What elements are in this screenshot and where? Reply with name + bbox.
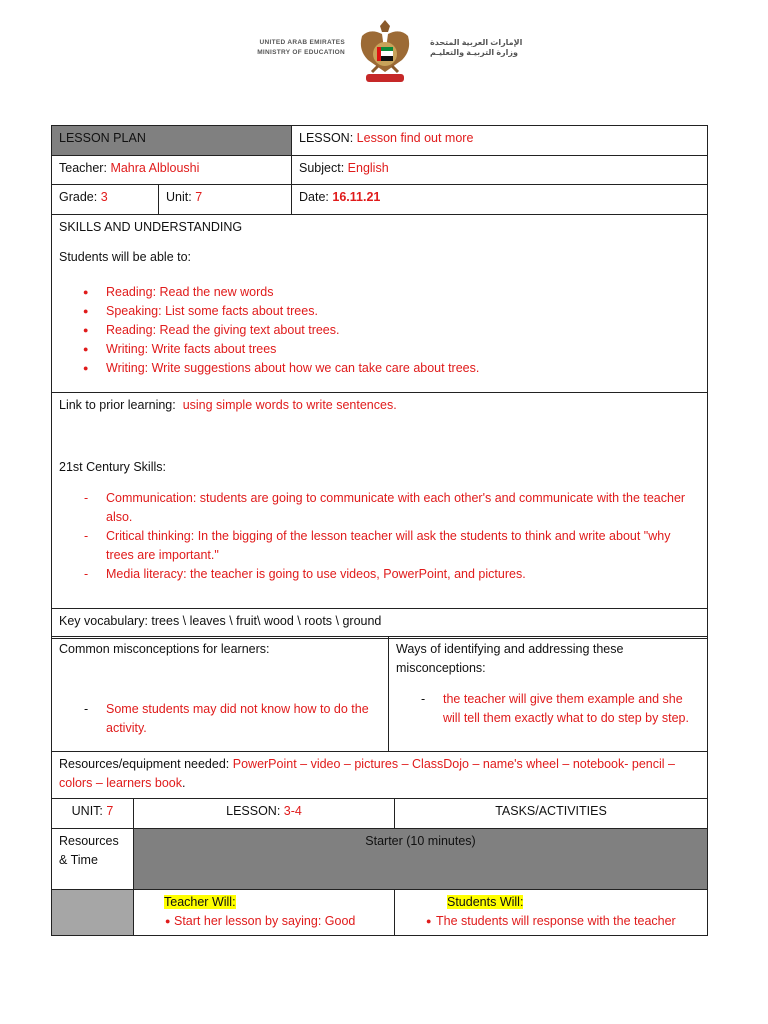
resources-cell: Resources/equipment needed: PowerPoint – video – pictures – ClassDojo – name's wheel – notebook- pencil – colors – learners book. <box>52 752 708 799</box>
teacher-will-heading: Teacher Will: <box>164 895 236 909</box>
list-item: - Critical thinking: In the bigging of the lesson teacher will ask the students to think and write about "why trees are important." <box>59 527 700 565</box>
tasks-header-cell: TASKS/ACTIVITIES <box>395 799 708 829</box>
skills-intro: Students will be able to: <box>59 250 192 264</box>
table-row <box>52 829 708 890</box>
activities-table <box>51 798 708 936</box>
misconceptions-right-cell <box>389 637 708 752</box>
org-name-arabic: الإمارات العربية المتحدة وزارة التربيـة والتعليـم <box>430 38 523 57</box>
table-row <box>52 799 708 829</box>
century-skills-list <box>59 489 700 584</box>
table-row <box>52 752 708 799</box>
misconceptions-left-cell <box>52 637 389 752</box>
unit-cell: Unit: 7 <box>159 185 292 215</box>
resources-time-cell: Resources & Time <box>52 829 134 890</box>
key-vocabulary-cell: Key vocabulary: trees \ leaves \ fruit\ wood \ roots \ ground <box>52 609 708 639</box>
list-item: - Media literacy: the teacher is going to use videos, PowerPoint, and pictures. <box>59 565 700 584</box>
list-item: - Communication: students are going to communicate with each other's and communicate with the teacher also. <box>59 489 700 527</box>
list-item: ● Reading: Read the new words <box>59 283 700 302</box>
skills-cell <box>52 215 708 393</box>
lesson-plan-table <box>51 125 708 639</box>
misconceptions-heading: Common misconceptions for learners: <box>59 642 270 656</box>
list-item: - the teacher will give them example and she will tell them exactly what to do step by step. <box>396 690 700 728</box>
skills-list <box>59 283 700 378</box>
prior-learning-line: Link to prior learning: using simple words to write sentences. <box>59 398 397 412</box>
list-item: ● The students will response with the teacher <box>402 912 700 931</box>
list-item: - Some students may did not know how to do the activity. <box>59 700 381 738</box>
students-will-heading: Students Will: <box>447 895 524 909</box>
prior-learning-cell <box>52 393 708 609</box>
resources-empty-cell <box>52 890 134 936</box>
starter-cell: Starter (10 minutes) <box>134 829 708 890</box>
grade-cell: Grade: 3 <box>52 185 159 215</box>
unit-header-cell: UNIT: 7 <box>52 799 134 829</box>
addressing-heading: Ways of identifying and addressing these misconceptions: <box>396 642 624 675</box>
misconceptions-table <box>51 636 708 799</box>
lesson-plan-title-cell: LESSON PLAN <box>52 126 292 156</box>
skills-heading: SKILLS AND UNDERSTANDING <box>59 220 243 234</box>
teacher-will-cell <box>134 890 395 936</box>
date-cell: Date: 16.11.21 <box>292 185 708 215</box>
list-item: ● Start her lesson by saying: Good <box>141 912 387 931</box>
table-row <box>52 126 708 156</box>
org-name-english: UNITED ARAB EMIRATES MINISTRY OF EDUCATION <box>257 39 345 56</box>
list-item: ● Writing: Write facts about trees <box>59 340 700 359</box>
table-row <box>52 393 708 609</box>
table-row <box>52 215 708 393</box>
teacher-cell: Teacher: Mahra Albloushi <box>52 156 292 185</box>
table-row <box>52 890 708 936</box>
subject-cell: Subject: English <box>292 156 708 185</box>
century-skills-heading: 21st Century Skills: <box>59 460 166 474</box>
table-row <box>52 185 708 215</box>
table-row <box>52 156 708 185</box>
list-item: ● Reading: Read the giving text about trees. <box>59 321 700 340</box>
list-item: ● Writing: Write suggestions about how we can take care about trees. <box>59 359 700 378</box>
ministry-logo <box>240 16 530 90</box>
list-item: ● Speaking: List some facts about trees. <box>59 302 700 321</box>
students-will-cell <box>395 890 708 936</box>
table-row <box>52 609 708 639</box>
table-row <box>52 637 708 752</box>
uae-emblem-icon <box>352 16 418 88</box>
lesson-cell: LESSON: Lesson find out more <box>292 126 708 156</box>
lesson-header-cell: LESSON: 3-4 <box>134 799 395 829</box>
